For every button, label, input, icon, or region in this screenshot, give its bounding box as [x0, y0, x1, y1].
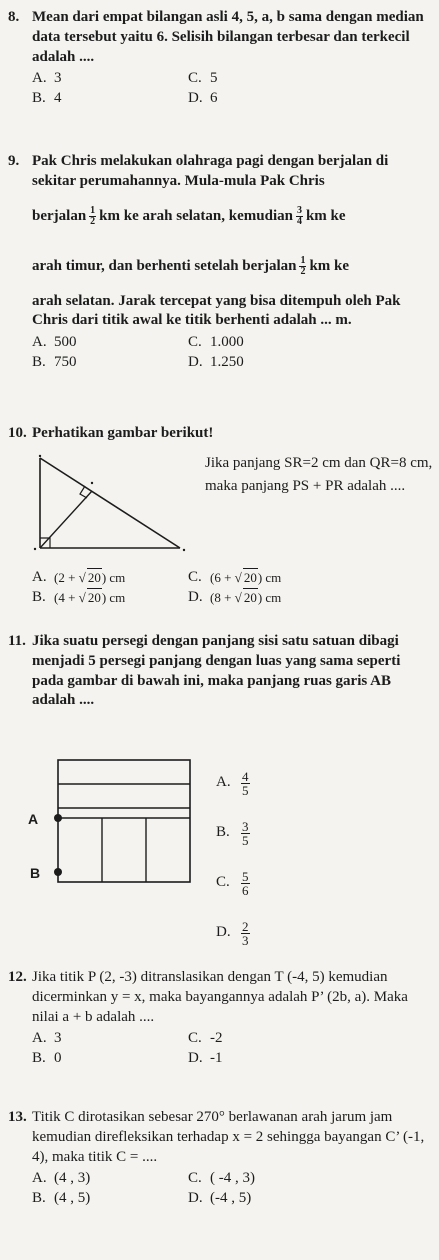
question-intro: Perhatikan gambar berikut!: [32, 425, 214, 441]
question-number: 12.: [8, 969, 27, 985]
answer-options: [32, 333, 432, 373]
option-b[interactable]: B. 0: [32, 1050, 62, 1067]
question-text: Jika titik P (2, -3) ditranslasikan dengan T (-4, 5) kemudian dicerminkan y = x, maka bayangannya adalah P’ (2b, a). Maka nilai a + b adalah ....: [32, 969, 408, 1025]
vertex-dot: [34, 548, 36, 550]
option-b[interactable]: B. (4 + √ 20) cm: [32, 588, 126, 605]
question-8: [8, 8, 432, 109]
unit-square: [58, 760, 190, 882]
option-c[interactable]: C. -2: [188, 1030, 223, 1047]
option-d[interactable]: D. 6: [188, 90, 218, 107]
question-number: 8.: [8, 9, 20, 25]
question-13: [8, 1108, 432, 1209]
question-text-line3: arah timur, dan berhenti setelah berjalan $\frac{1}{2}$ km ke: [32, 255, 350, 278]
option-c[interactable]: C. $\frac{5}{6}$: [216, 868, 249, 898]
option-d[interactable]: D. (8 + √ 20) cm: [188, 588, 282, 605]
answer-options: [32, 1169, 432, 1209]
point-a-label: A: [28, 811, 39, 827]
answer-options: [32, 69, 432, 109]
option-d[interactable]: D. $\frac{2}{3}$: [216, 918, 249, 948]
question-number: 10.: [8, 425, 27, 441]
question-9: [8, 152, 432, 373]
question-text-line1: Pak Chris melakukan olahraga pagi dengan berjalan di sekitar perumahannya. Mula-mula Pak Chris: [32, 153, 389, 189]
question-10: [8, 424, 432, 444]
option-d[interactable]: D. (-4 , 5): [188, 1190, 252, 1207]
right-triangle-figure: [30, 450, 190, 560]
question-10-options: [8, 568, 432, 608]
option-b[interactable]: B. 750: [32, 353, 77, 370]
question-text: Jika suatu persegi dengan panjang sisi satu satuan dibagi menjadi 5 persegi panjang dengan luas yang sama seperti pada gambar di bawah ini, maka panjang ruas garis AB adalah ....: [32, 633, 401, 709]
option-a[interactable]: A. (2 + √ 20) cm: [32, 569, 126, 585]
square-division-figure: [22, 754, 198, 894]
option-a[interactable]: A. 3: [32, 1030, 62, 1047]
question-11-options: [216, 758, 336, 958]
fraction: $\frac{3}{4}$: [296, 205, 302, 228]
question-text: Jika panjang SR=2 cm dan QR=8 cm, maka panjang PS + PR adalah ....: [205, 455, 433, 494]
point-a-dot: [54, 814, 62, 822]
point-b-dot: [54, 868, 62, 876]
triangle-altitude: [40, 491, 92, 548]
vertex-dot: [39, 455, 41, 457]
triangle-hypotenuse: [40, 458, 180, 548]
question-12: [8, 968, 432, 1069]
option-d[interactable]: D. -1: [188, 1050, 223, 1067]
question-text: Titik C dirotasikan sebesar 270° berlawanan arah jarum jam kemudian direfleksikan terhadap x = 2 sehingga bayangan C’ (-1, 4), maka titik C = ....: [32, 1109, 425, 1165]
question-11: [8, 632, 432, 711]
answer-options: [32, 1029, 432, 1069]
option-b[interactable]: B. (4 , 5): [32, 1190, 91, 1207]
vertex-dot: [183, 549, 185, 551]
question-number: 13.: [8, 1109, 27, 1125]
option-a[interactable]: A. $\frac{4}{5}$: [216, 768, 249, 798]
option-c[interactable]: C. (6 + √ 20) cm: [188, 569, 282, 585]
option-c[interactable]: C. 5: [188, 70, 218, 87]
option-a[interactable]: A. 500: [32, 334, 77, 351]
option-a[interactable]: A. 3: [32, 70, 62, 87]
option-c[interactable]: C. ( -4 , 3): [188, 1170, 255, 1187]
option-b[interactable]: B. 4: [32, 90, 62, 107]
answer-options: [32, 568, 432, 608]
question-number: 11.: [8, 633, 26, 649]
question-text-line2: berjalan $\frac{1}{2}$ km ke arah selatan, kemudian $\frac{3}{4}$ km ke: [32, 205, 346, 228]
option-c[interactable]: C. 1.000: [188, 334, 244, 351]
question-text: Mean dari empat bilangan asli 4, 5, a, b sama dengan median data tersebut yaitu 6. Selisih bilangan terbesar dan terkecil adalah ....: [32, 9, 424, 65]
question-10-side-text: [205, 452, 433, 497]
option-d[interactable]: D. 1.250: [188, 353, 244, 370]
question-text-line4: arah selatan. Jarak tercepat yang bisa ditempuh oleh Pak Chris dari titik awal ke titik berhenti adalah ... m.: [32, 292, 401, 329]
vertex-dot: [91, 482, 93, 484]
fraction: $\frac{1}{2}$: [90, 205, 96, 228]
question-number: 9.: [8, 153, 20, 169]
point-b-label: B: [30, 865, 41, 881]
option-b[interactable]: B. $\frac{3}{5}$: [216, 818, 249, 848]
fraction: $\frac{1}{2}$: [300, 255, 306, 278]
option-a[interactable]: A. (4 , 3): [32, 1170, 91, 1187]
